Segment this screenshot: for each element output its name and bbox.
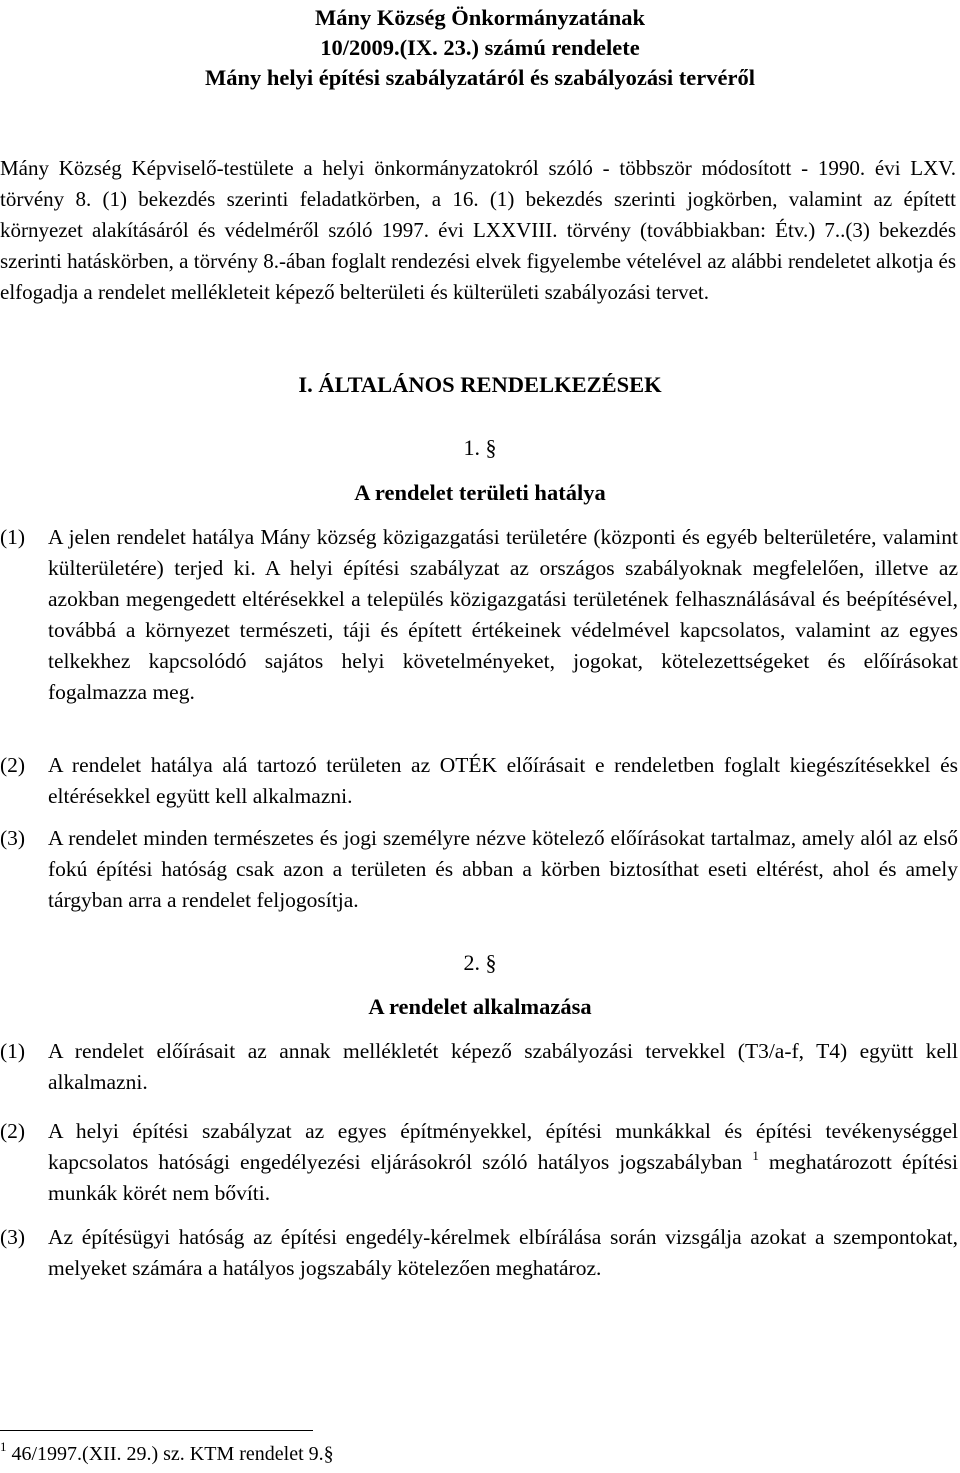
title-line-2: 10/2009.(IX. 23.) számú rendelete — [320, 35, 640, 60]
section-sign-icon: § — [485, 950, 497, 975]
footnote-text: 46/1997.(XII. 29.) sz. KTM rendelet 9. — [6, 1443, 324, 1465]
section-2-number: 2. § — [463, 950, 497, 975]
clause-text: A rendelet minden természetes és jogi személyre nézve kötelező előírásokat tartalmaz, amely alól az első fokú építési hatóság csak azon a területen és abban a körben biztosíthat eseti eltérést, ahol és amely tárgyban arra a rendelet feljogosítja. — [48, 826, 958, 912]
footnote-reference[interactable]: 1 — [752, 1148, 759, 1163]
section-1-clause-2 — [0, 750, 958, 812]
section-2-clause-3 — [0, 1222, 958, 1284]
preamble-text: Mány Község Képviselő-testülete a helyi önkormányzatokról szóló - többször módosított - 1990. évi LXV. törvény 8. (1) bekezdés szerinti feladatkörben, a 16. (1) bekezdés szerinti jogkörben, valamint az épített környezet alakításáról és védelméről szóló 1997. évi LXXVIII. törvény (továbbiakban: Étv.) 7..(3) bekezdés szerinti hatáskörben, a törvény 8.-ában foglalt rendezési elvek figyelembe vételével az alábbi rendeletet alkotja és elfogadja a rendelet mellékleteit képező belterületi és külterületi szabályozási tervet. — [0, 156, 956, 304]
section-sign-icon: § — [485, 435, 497, 460]
clause-number: (3) — [0, 1225, 26, 1249]
footnote — [0, 1439, 334, 1469]
section-2-title: A rendelet alkalmazása — [368, 994, 592, 1019]
title-line-3: Mány helyi építési szabályzatáról és szabályozási tervéről — [205, 65, 755, 90]
clause-text: A rendelet előírásait az annak mellékletét képező szabályozási tervekkel (T3/a-f, T4) együtt kell alkalmazni. — [48, 1039, 958, 1094]
clause-number: (1) — [0, 1039, 26, 1063]
section-sign-icon: § — [323, 1443, 334, 1465]
chapter-title: I. ÁLTALÁNOS RENDELKEZÉSEK — [298, 372, 662, 397]
clause-text: A jelen rendelet hatálya Mány község közigazgatási területére (központi és egyéb belterületére, valamint külterületére) terjed ki. A helyi építési szabályzat az országos szabályoknak megfelelően, illetve az azokban megengedett eltérésekkel a település közigazgatási területének felhasználásával és beépítésével, továbbá a környezet természeti, táji és épített értékeinek védelmével kapcsolatos, valamint az egyes telkekhez kapcsolódó sajátos helyi követelményeket, jogokat, kötelezettségeket és előírásokat fogalmazza meg. — [48, 525, 958, 704]
clause-number: (1) — [0, 525, 26, 549]
clause-text: A rendelet hatálya alá tartozó területen az OTÉK előírásait e rendeletben foglalt kiegészítésekkel és eltérésekkel együtt kell alkalmazni. — [48, 753, 958, 808]
clause-text: Az építésügyi hatóság az építési engedély-kérelmek elbírálása során vizsgálja azokat a szempontokat, melyeket számára a hatályos jogszabály kötelezően meghatároz. — [48, 1225, 958, 1280]
section-1-clause-1 — [0, 522, 958, 708]
document-title — [0, 3, 960, 93]
title-line-1: Mány Község Önkormányzatának — [314, 5, 645, 30]
section-1-title: A rendelet területi hatálya — [354, 480, 606, 505]
clause-text: A helyi építési szabályzat az egyes építményekkel, építési munkákkal és építési tevékenységgel kapcsolatos hatósági engedélyezési eljárásokról szóló hatályos jogszabályban $^1$ meghatározott építési munkák körét nem bővíti. — [48, 1119, 959, 1205]
clause-number: (3) — [0, 826, 26, 850]
clause-number: (2) — [0, 753, 26, 777]
section-1-clause-3 — [0, 823, 958, 916]
clause-number: (2) — [0, 1119, 26, 1143]
preamble — [0, 153, 956, 308]
footnote-mark: 1 — [0, 1439, 7, 1454]
section-2-clause-1 — [0, 1036, 958, 1098]
footnote-divider — [0, 1430, 313, 1431]
section-1-number: 1. § — [463, 435, 497, 460]
section-2-clause-2 — [0, 1116, 958, 1209]
